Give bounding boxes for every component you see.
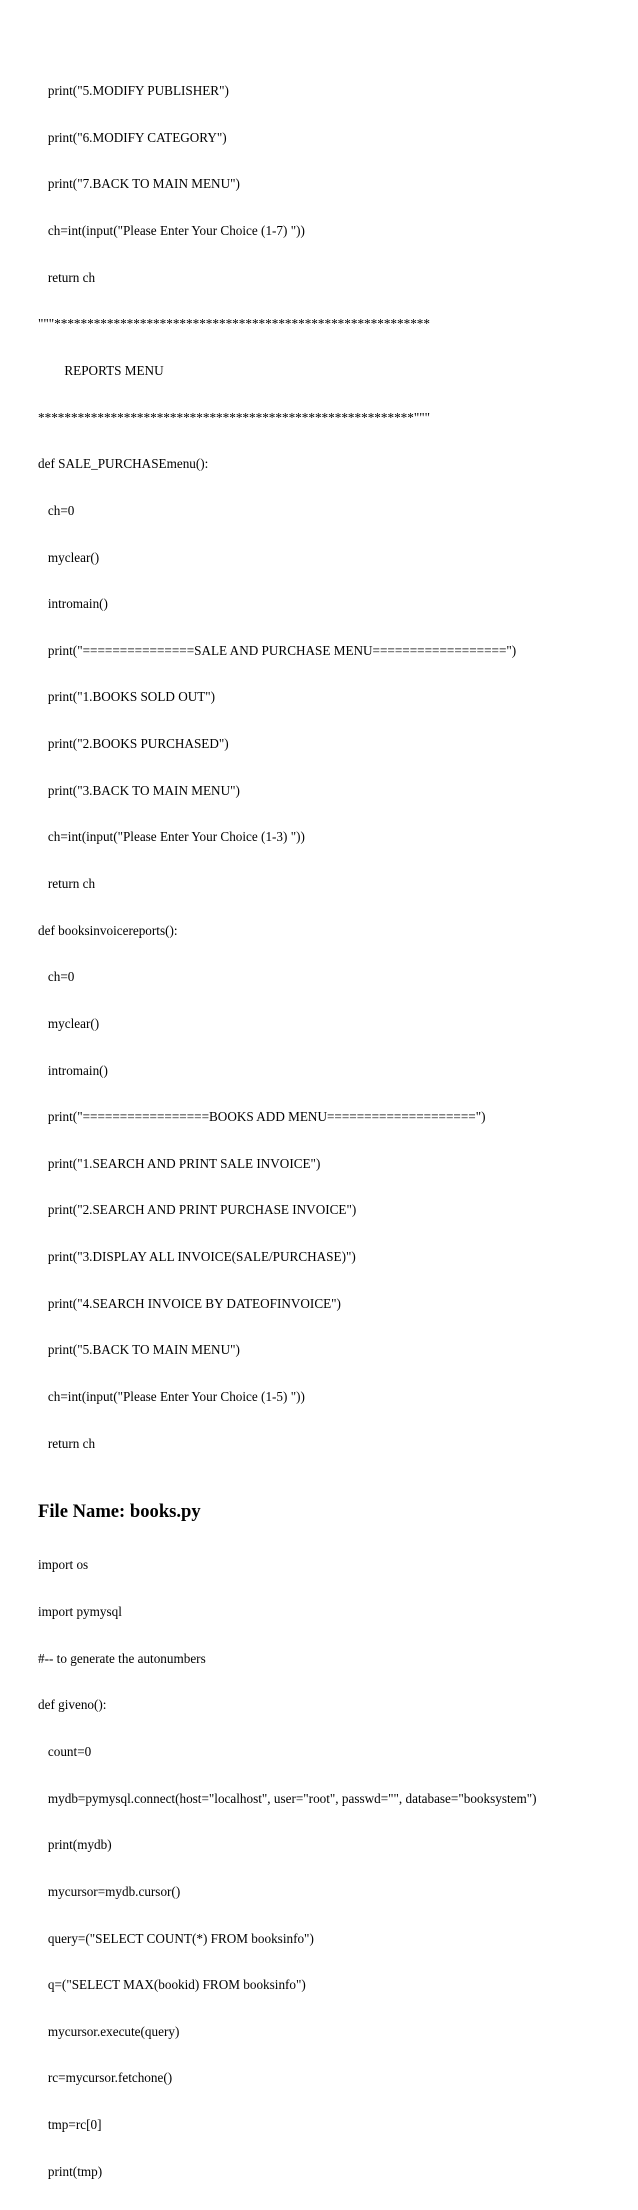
code-line: return ch: [38, 1435, 96, 1451]
code-line: print("===============SALE AND PURCHASE MENU=================="): [38, 642, 517, 658]
code-line: def booksinvoicereports():: [38, 922, 178, 938]
code-line: print("2.SEARCH AND PRINT PURCHASE INVOICE"): [38, 1202, 357, 1218]
code-line: #-- to generate the autonumbers: [38, 1650, 206, 1666]
code-line: mydb=pymysql.connect(host="localhost", user="root", passwd="", database="booksystem"): [38, 1790, 537, 1806]
code-line: ch=int(input("Please Enter Your Choice (1-3) ")): [38, 829, 305, 845]
code-line: q=("SELECT MAX(bookid) FROM booksinfo"): [38, 1977, 306, 1993]
code-line: myclear(): [38, 1015, 100, 1031]
code-line: tmp=rc[0]: [38, 2117, 102, 2133]
code-line: def SALE_PURCHASEmenu():: [38, 456, 209, 472]
code-line: print("3.BACK TO MAIN MENU"): [38, 782, 240, 798]
code-block-menus: [38, 52, 618, 1482]
code-line: myclear(): [38, 549, 100, 565]
code-line: import pymysql: [38, 1604, 122, 1620]
code-line: intromain(): [38, 596, 108, 612]
code-line: print("6.MODIFY CATEGORY"): [38, 129, 227, 145]
code-line: *********************************************************""": [38, 409, 430, 425]
code-line: ch=0: [38, 969, 75, 985]
code-line: print(mydb): [38, 1837, 112, 1853]
code-line: print("4.SEARCH INVOICE BY DATEOFINVOICE"): [38, 1295, 341, 1311]
code-line: ch=int(input("Please Enter Your Choice (1-7) ")): [38, 223, 305, 239]
document-page: [38, 52, 618, 2210]
code-line: rc=mycursor.fetchone(): [38, 2070, 173, 2086]
code-line: print(tmp): [38, 2163, 103, 2179]
code-block-books-py: [38, 1526, 618, 2210]
code-line: print("1.SEARCH AND PRINT SALE INVOICE"): [38, 1155, 321, 1171]
code-line: print("5.BACK TO MAIN MENU"): [38, 1342, 240, 1358]
code-line: def giveno():: [38, 1697, 107, 1713]
code-line: ch=int(input("Please Enter Your Choice (1-5) ")): [38, 1389, 305, 1405]
code-line: import os: [38, 1557, 89, 1573]
code-line: return ch: [38, 875, 96, 891]
code-line: count=0: [38, 1743, 92, 1759]
code-line: print("=================BOOKS ADD MENU===================="): [38, 1109, 486, 1125]
code-line: print("1.BOOKS SOLD OUT"): [38, 689, 216, 705]
code-line: """*********************************************************: [38, 316, 430, 332]
code-line: return ch: [38, 269, 96, 285]
code-line: print("3.DISPLAY ALL INVOICE(SALE/PURCHASE)"): [38, 1249, 356, 1265]
code-line: print("2.BOOKS PURCHASED"): [38, 736, 229, 752]
code-line: print("5.MODIFY PUBLISHER"): [38, 83, 229, 99]
code-line: ch=0: [38, 502, 75, 518]
code-line: mycursor=mydb.cursor(): [38, 1883, 181, 1899]
code-line: intromain(): [38, 1062, 108, 1078]
file-name-heading: File Name: books.py: [38, 1501, 201, 1523]
code-line: query=("SELECT COUNT(*) FROM booksinfo"): [38, 1930, 314, 1946]
code-line: print("7.BACK TO MAIN MENU"): [38, 176, 240, 192]
code-line: REPORTS MENU: [38, 362, 164, 378]
code-line: mycursor.execute(query): [38, 2023, 180, 2039]
